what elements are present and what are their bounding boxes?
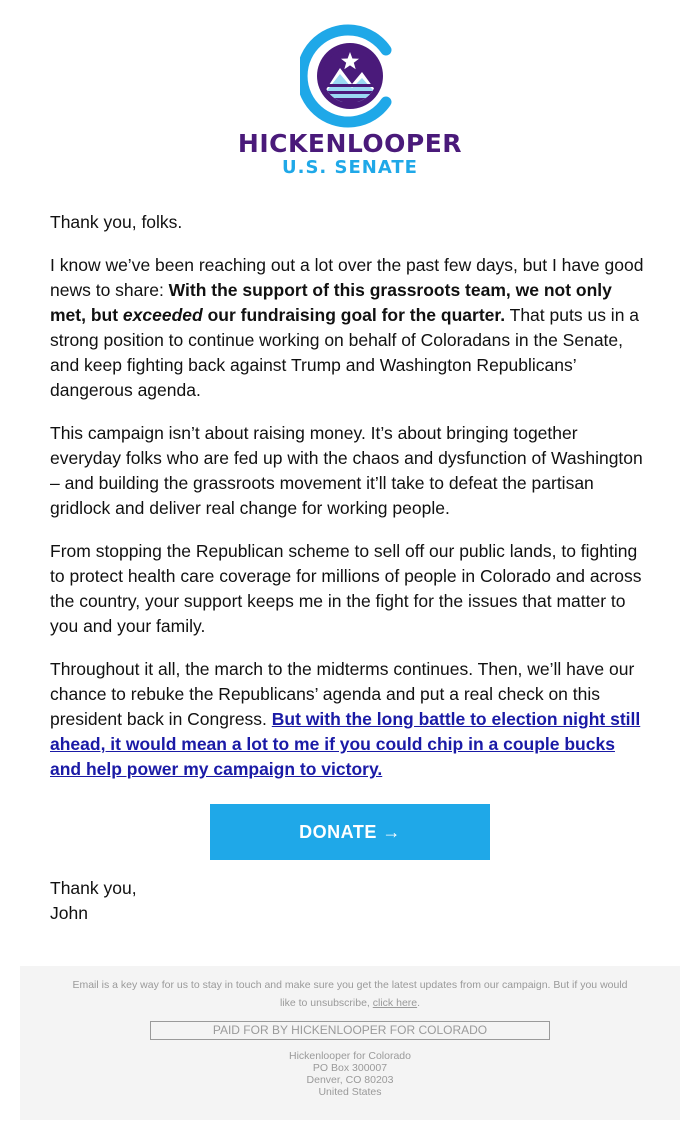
campaign-logo xyxy=(0,22,700,178)
signoff-line-1: Thank you, xyxy=(50,878,137,898)
paragraph-issues: From stopping the Republican scheme to sell off our public lands, to fighting to protect health care coverage for millions of people in Colorado and across the country, your support keeps me in the fight for the issues that matter to you and your family. xyxy=(50,541,642,636)
address-line: PO Box 300007 xyxy=(312,1062,388,1074)
paragraph-good-news xyxy=(50,253,650,403)
p2-bold-2: our fundraising goal for the quarter. xyxy=(202,305,506,325)
logo-name: HICKENLOOPER xyxy=(237,129,463,158)
footer-note xyxy=(70,976,630,1012)
p2-text-1: I know we’ve been reaching out a lot over the past few days, but I have good news to share: xyxy=(50,255,644,300)
p2-text-2: That puts us in a strong position to continue working on behalf of Coloradans in the Senate, and keep fighting back against Trump and Washington Republicans’ dangerous agenda. xyxy=(50,305,640,400)
p5-text: Throughout it all, the march to the midterms continues. Then, we’ll have our chance to rebuke the Republicans’ agenda and put a real check on this president back in Congress. xyxy=(50,659,635,729)
footer-note-end: . xyxy=(417,997,421,1009)
address-line: Denver, CO 80203 xyxy=(306,1074,394,1086)
paragraph-midterms xyxy=(50,657,650,782)
mountain-star-emblem-icon xyxy=(300,22,400,128)
p2-bold-1: With the support of this grassroots team, we not only met, but xyxy=(50,280,612,325)
paragraph-campaign: This campaign isn’t about raising money. It’s about bringing together everyday folks who are fed up with the chaos and dysfunction of Washington – and building the grassroots movement it’ll take to defeat the partisan gridlock and deliver real change for working people. xyxy=(50,423,643,518)
donate-text-link[interactable]: But with the long battle to election night still ahead, it would mean a lot to me if you could chip in a couple bucks and help power my campaign to victory. xyxy=(50,709,641,779)
paid-for-disclaimer: PAID FOR BY HICKENLOOPER FOR COLORADO xyxy=(150,1021,550,1040)
unsubscribe-link[interactable]: click here xyxy=(372,997,418,1009)
signoff-name: John xyxy=(50,903,88,923)
email-footer xyxy=(20,966,680,1120)
address-line: Hickenlooper for Colorado xyxy=(289,1050,411,1062)
address-line: United States xyxy=(318,1086,382,1098)
email-body xyxy=(50,210,650,926)
greeting: Thank you, folks. xyxy=(50,212,183,232)
p2-bold-italic: exceeded xyxy=(122,305,203,325)
signoff xyxy=(50,876,650,926)
footer-note-text: Email is a key way for us to stay in touch and make sure you get the latest updates from our campaign. But if you would like to unsubscribe, xyxy=(72,979,628,1009)
mailing-address xyxy=(20,1050,680,1098)
logo-subtitle: U.S. SENATE xyxy=(282,157,418,178)
donate-button-wrapper xyxy=(50,804,650,860)
donate-button[interactable]: DONATE → xyxy=(210,804,490,860)
